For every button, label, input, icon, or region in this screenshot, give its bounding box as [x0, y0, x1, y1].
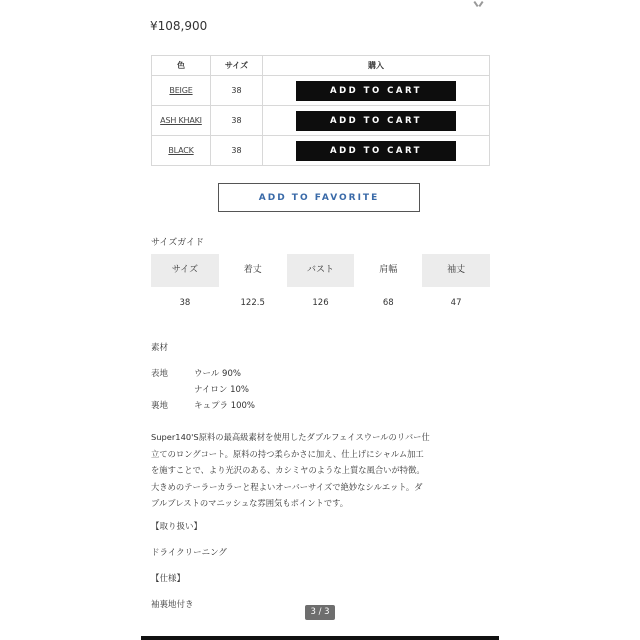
add-to-favorite-button[interactable]: ADD TO FAVORITE — [218, 183, 420, 212]
material-value: キュプラ 100% — [194, 401, 256, 411]
cart-table-header — [152, 56, 490, 76]
product-description — [151, 429, 491, 512]
material-value: ウール 90% — [194, 369, 241, 379]
size-guide-header — [151, 254, 490, 287]
description-line: を施すことで、より光沢のある、カシミヤのような上質な風合いが特徴。 — [151, 465, 425, 475]
description-line: Super140'S原料の最高級素材を使用したダブルフェイスウールのリバー仕 — [151, 432, 430, 442]
add-to-cart-button[interactable]: ADD TO CART — [296, 111, 456, 131]
size-guide-table — [151, 254, 490, 319]
size-cell: 38 — [211, 76, 263, 106]
material-label: 表地 — [151, 369, 169, 379]
header-size: サイズ — [211, 56, 263, 76]
color-link-ash-khaki[interactable]: ASH KHAKI — [160, 116, 202, 125]
size-guide-value: 68 — [382, 298, 394, 308]
size-guide-value: 38 — [179, 298, 191, 308]
materials-title: 素材 — [151, 343, 169, 353]
material-label: 裏地 — [151, 401, 169, 411]
size-cell: 38 — [211, 136, 263, 166]
header-color: 色 — [152, 56, 211, 76]
spec-value: 袖裏地付き — [151, 600, 194, 610]
table-row — [152, 106, 490, 136]
size-guide-value: 122.5 — [240, 298, 265, 308]
table-row — [152, 76, 490, 106]
product-price: ¥108,900 — [150, 19, 208, 33]
material-value: ナイロン 10% — [194, 385, 249, 395]
spec-title: 【仕様】 — [151, 574, 186, 584]
size-guide-header-cell: 着丈 — [243, 265, 262, 275]
color-link-beige[interactable]: BEIGE — [169, 86, 193, 95]
cart-table — [151, 55, 490, 166]
care-value: ドライクリーニング — [151, 548, 227, 558]
header-purchase: 購入 — [263, 56, 490, 76]
description-line: 立てのロングコート。原料の持つ柔らかさに加え、仕上げにシャルム加工 — [151, 448, 424, 459]
add-to-cart-button[interactable]: ADD TO CART — [296, 81, 456, 101]
care-title: 【取り扱い】 — [151, 522, 203, 532]
size-guide-header-cell: 袖丈 — [422, 254, 490, 287]
color-link-black[interactable]: BLACK — [168, 146, 194, 155]
size-guide-header-cell: 肩幅 — [379, 265, 398, 275]
size-cell: 38 — [211, 106, 263, 136]
bottom-edge-bar — [141, 636, 499, 640]
size-guide-value: 47 — [450, 298, 462, 308]
table-row — [152, 136, 490, 166]
size-guide-header-cell: サイズ — [151, 254, 219, 287]
page-indicator: 3 / 3 — [305, 605, 335, 620]
add-to-cart-button[interactable]: ADD TO CART — [296, 141, 456, 161]
size-guide-title: サイズガイド — [151, 238, 205, 248]
expand-icon[interactable] — [472, 0, 486, 8]
size-guide-value: 126 — [312, 298, 329, 308]
description-line: 大きめのテーラーカラーと程よいオーバーサイズで絶妙なシルエット。ダ — [151, 481, 423, 492]
description-line: ブルブレストのマニッシュな雰囲気もポイントです。 — [151, 498, 349, 508]
size-guide-values — [151, 287, 490, 319]
size-guide-header-cell: バスト — [287, 254, 355, 287]
